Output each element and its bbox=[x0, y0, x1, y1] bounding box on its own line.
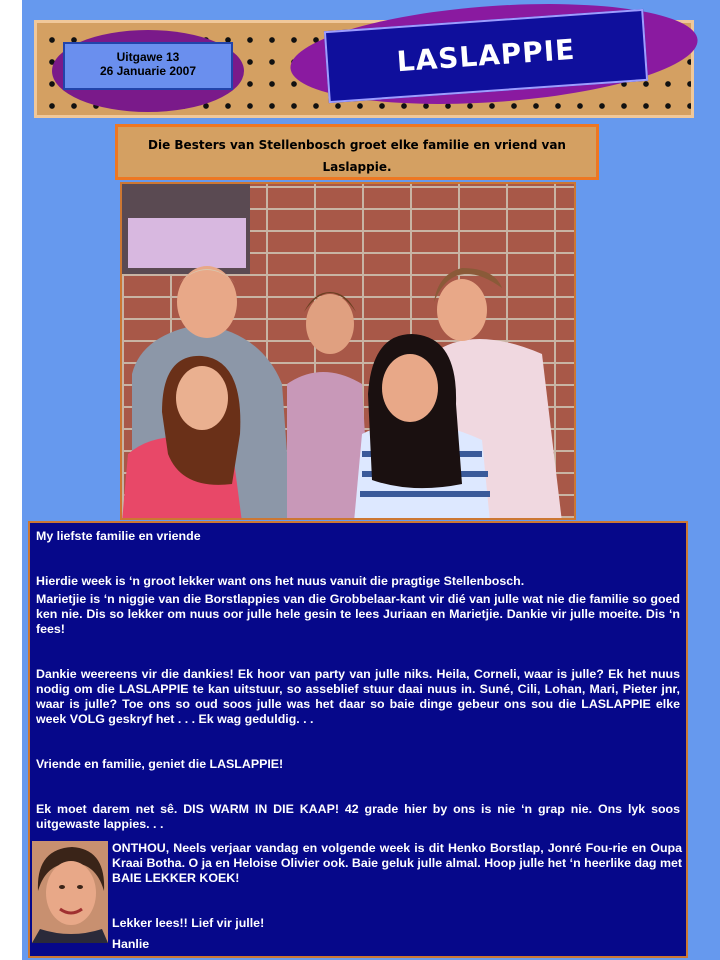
issue-date: 26 Januarie 2007 bbox=[99, 64, 197, 78]
paragraph-intro: Hierdie week is ‘n groot lekker want ons het nuus vanuit die pragtige Stellenbosch. bbox=[36, 574, 525, 588]
author-portrait bbox=[32, 841, 108, 943]
letter-panel bbox=[28, 521, 688, 958]
greeting-line: Die Besters van Stellenbosch groet elke familie en vriend van Laslappie. bbox=[148, 138, 566, 174]
newsletter-title: LASLAPPIE bbox=[324, 9, 648, 103]
paragraph-enjoy: Vriende en familie, geniet die LASLAPPIE! bbox=[36, 757, 284, 771]
closing-line: Lekker lees!! Lief vir julle! bbox=[112, 916, 265, 930]
author-photo bbox=[32, 841, 108, 943]
page-margin bbox=[0, 0, 22, 960]
paragraph-thanks: Dankie weereens vir die dankies! Ek hoor van party van julle niks. Heila, Corneli, waar is julle? Ek het nuus nodig om die LASLAPPIE te kan uitstuur, so asseblief stuur daai nuus in. Suné, Cili, Lohan, Mari, Pieter jnr, waar is julle? Toe ons so oud soos julle was het daar so baie dinge gebeur ons sou die LASLAPPIE elke week VOLG geskryf het . . . Ek wag geduldig. . . bbox=[36, 667, 680, 726]
greeting-box bbox=[115, 124, 599, 180]
salutation: My liefste familie en vriende bbox=[36, 529, 201, 543]
issue-number: Uitgawe 13 bbox=[116, 50, 180, 64]
outro-block bbox=[112, 841, 682, 952]
signature: Hanlie bbox=[112, 937, 150, 951]
paragraph-marietjie: Marietjie is ‘n niggie van die Borstlappies van die Grobbelaar-kant vir dié van julle wat nie die familie so goed ken nie. Dis so lekker om nuus oor julle hele gesin te lees Juriaan en Marietjie. Dankie vir julle moeite. Dis ‘n fees! bbox=[36, 592, 680, 636]
paragraph-weather: Ek moet darem net sê. DIS WARM IN DIE KAAP! 42 grade hier by ons is nie ‘n grap nie. Ons lyk soos uitgewaste lappies. . . bbox=[36, 802, 680, 831]
issue-box bbox=[63, 42, 233, 90]
paragraph-birthdays: ONTHOU, Neels verjaar vandag en volgende week is dit Henko Borstlap, Jonré Fou-rie en Oupa Kraai Botha. O ja en Heloise Olivier ook. Baie geluk julle almal. Hoop julle het ‘n heerlike dag met BAIE LEKKER KOEK! bbox=[112, 841, 682, 885]
family-photo bbox=[120, 182, 576, 520]
family-photo-illustration bbox=[122, 184, 576, 520]
